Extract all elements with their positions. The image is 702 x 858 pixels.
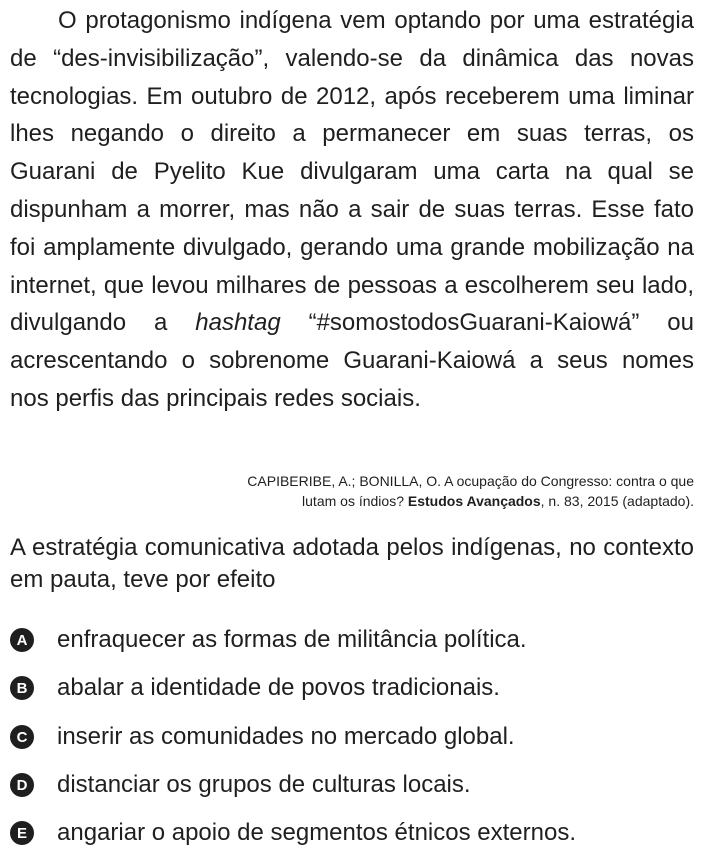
citation-journal: Estudos Avançados xyxy=(407,493,541,509)
passage-italic-term: hashtag xyxy=(195,309,281,337)
option-a[interactable] xyxy=(10,625,527,655)
option-d[interactable] xyxy=(10,770,471,800)
option-c-text: inserir as comunidades no mercado global. xyxy=(57,723,515,750)
citation-line-2-post: , n. 83, 2015 (adaptado). xyxy=(540,493,694,509)
option-e-text: angariar o apoio de segmentos étnicos externos. xyxy=(57,819,576,846)
option-d-letter-icon: D xyxy=(10,773,34,797)
source-citation xyxy=(134,471,694,511)
option-e[interactable] xyxy=(10,818,576,848)
option-b[interactable] xyxy=(10,673,500,703)
passage-part-2: “#somostodosGuarani-Kaiowá” ou acrescentando o sobrenome Guarani-Kaiowá a seus nomes nos perfis das principais redes sociais. xyxy=(10,309,694,412)
passage-part-1: O protagonismo indígena vem optando por uma estratégia de “des-invisibilização”, valendo-se da dinâmica das novas tecnologias. Em outubro de 2012, após receberem uma liminar lhes negando o direito a permanecer em suas terras, os Guarani de Pyelito Kue divulgaram uma carta na qual se dispunham a morrer, mas não a sair de suas terras. Esse fato foi amplamente divulgado, gerando uma grande mobilização na internet, que levou milhares de pessoas a escolherem seu lado, divulgando a xyxy=(10,7,694,337)
option-b-letter-icon: B xyxy=(10,676,34,700)
citation-line-2 xyxy=(134,491,694,511)
option-c[interactable] xyxy=(10,722,515,752)
option-a-letter-icon: A xyxy=(10,628,34,652)
citation-line-1: CAPIBERIBE, A.; BONILLA, O. A ocupação do Congresso: contra o que xyxy=(247,473,694,489)
citation-line-2-pre: lutam os índios? xyxy=(302,493,408,509)
option-e-letter-icon: E xyxy=(10,821,34,845)
option-c-letter-icon: C xyxy=(10,725,34,749)
passage-text xyxy=(10,2,694,418)
question-stem: A estratégia comunicativa adotada pelos indígenas, no contexto em pauta, teve por efeito xyxy=(10,534,694,593)
option-b-text: abalar a identidade de povos tradicionais. xyxy=(57,674,500,701)
option-d-text: distanciar os grupos de culturas locais. xyxy=(57,771,471,798)
option-a-text: enfraquecer as formas de militância política. xyxy=(57,626,527,653)
